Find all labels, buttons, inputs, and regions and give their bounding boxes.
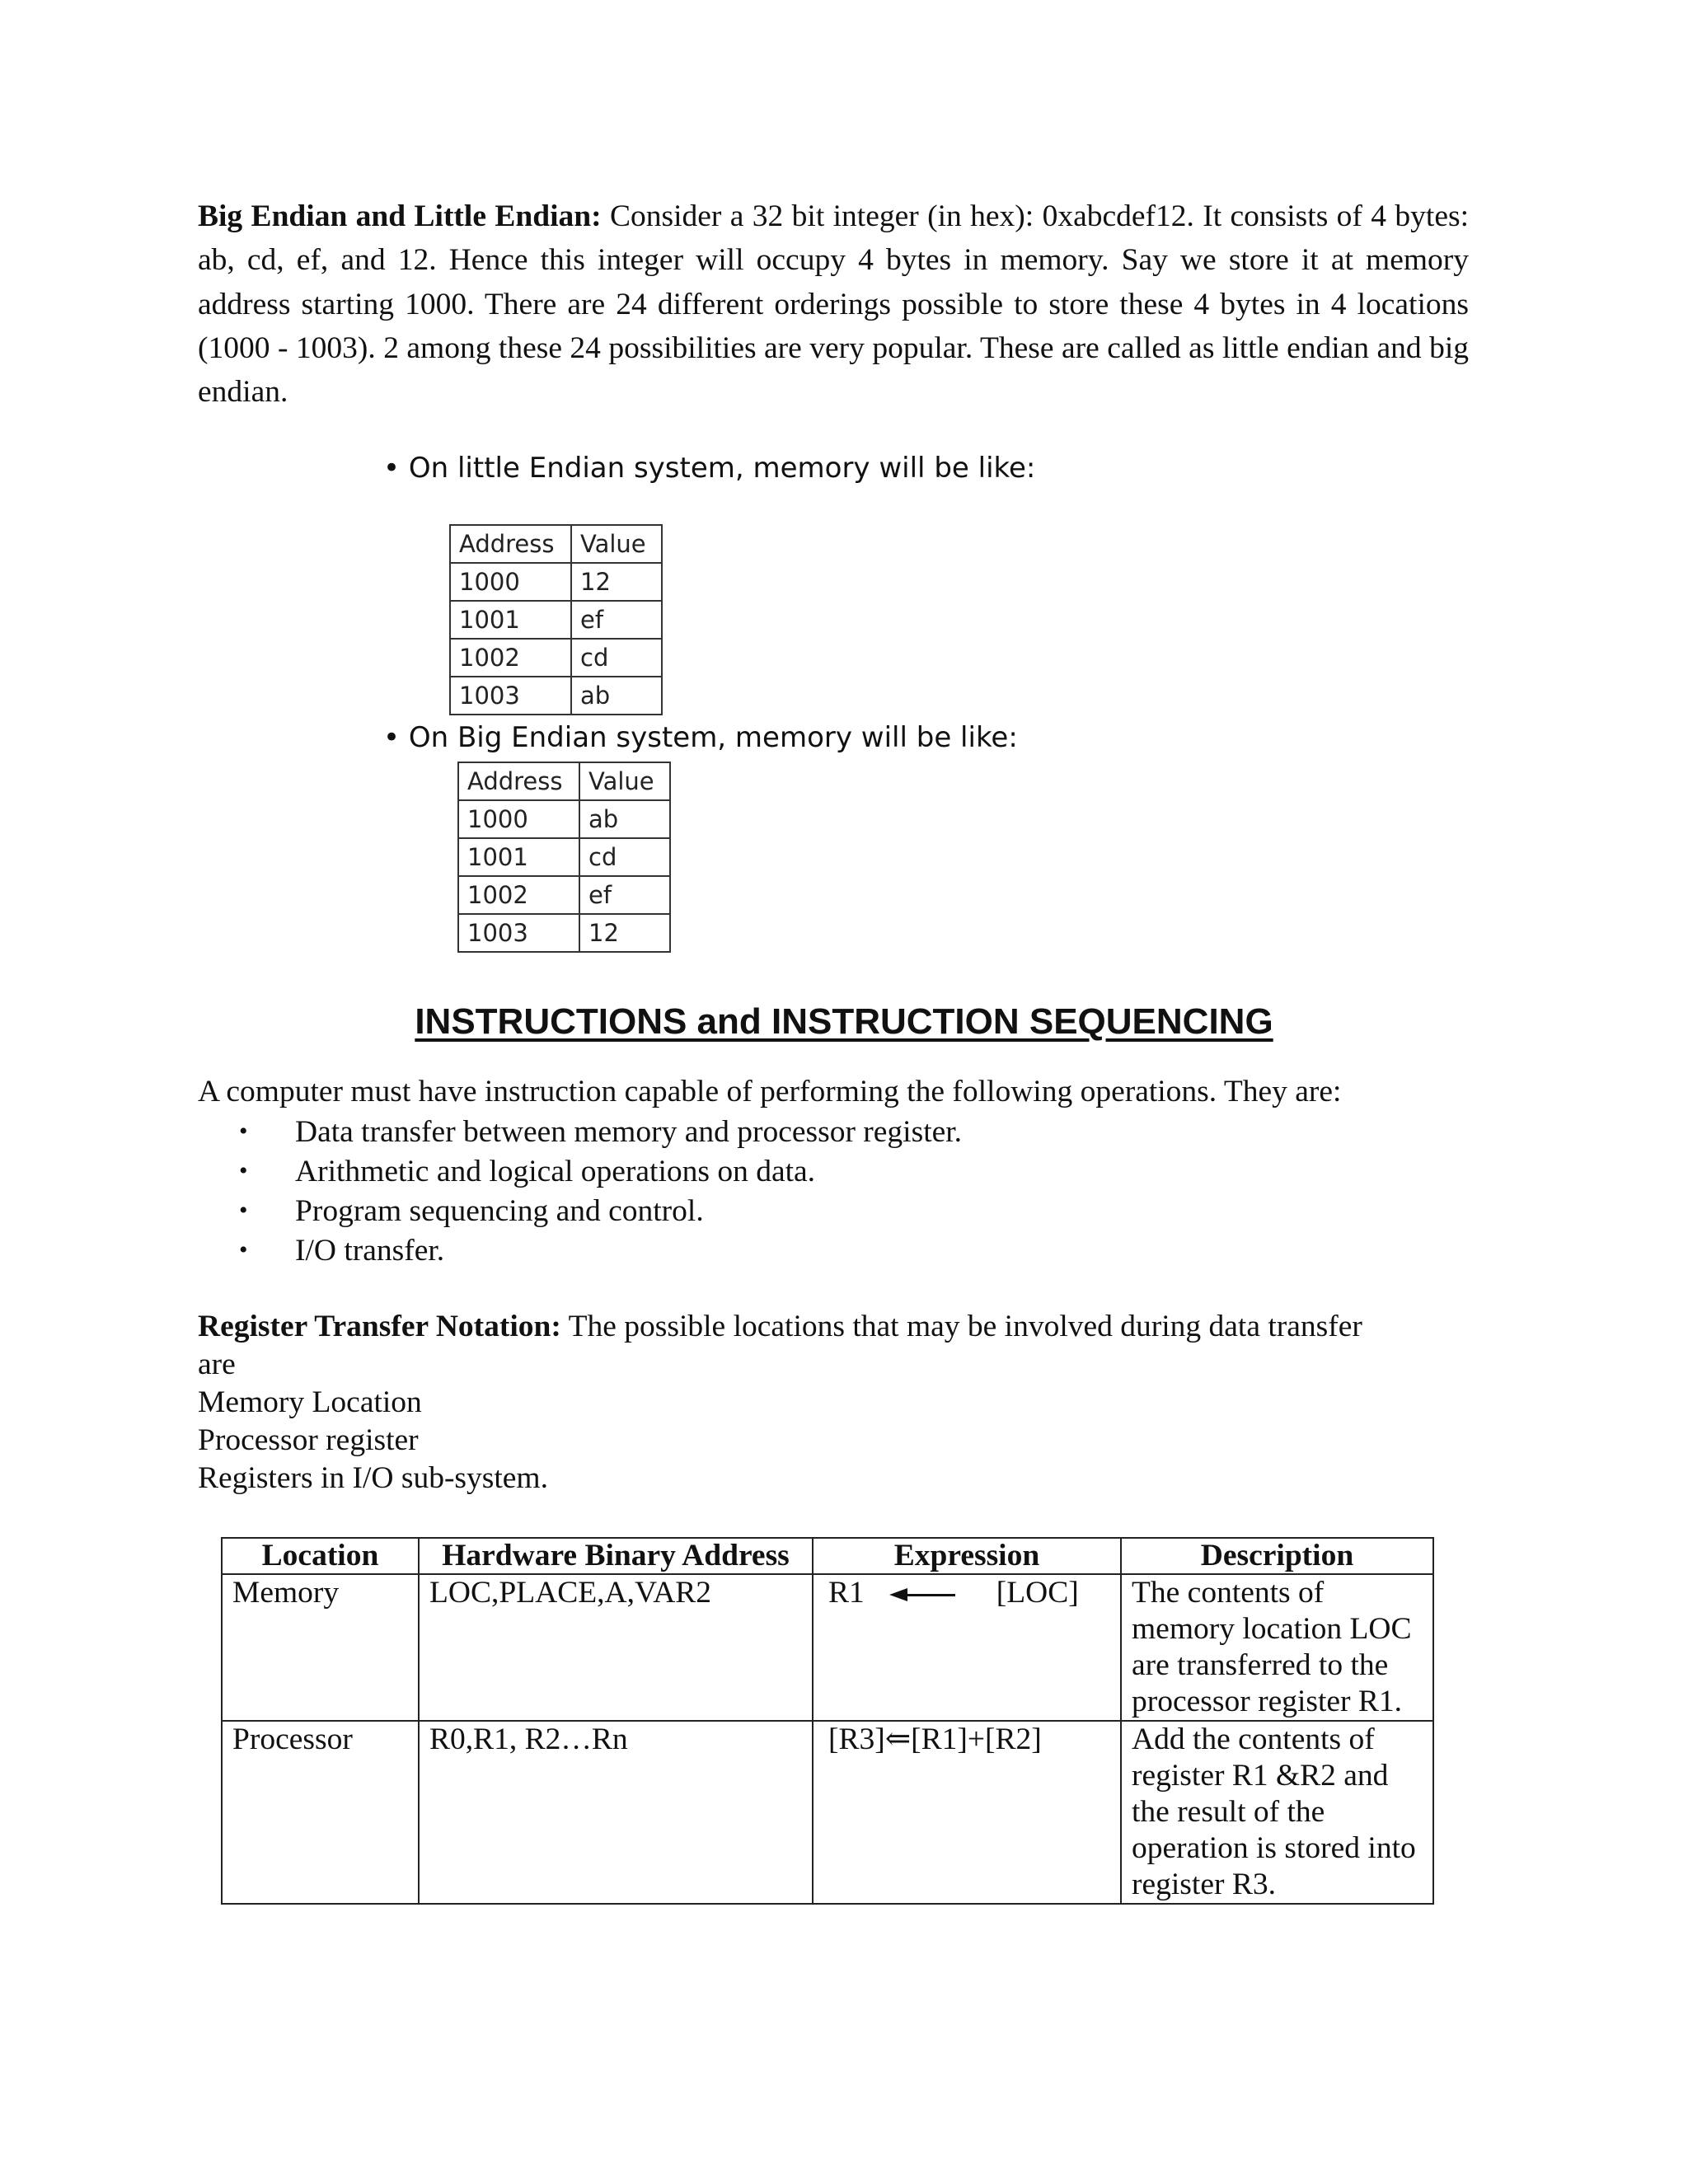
rtn-text: The possible locations that may be involved during data transfer [560, 1310, 1362, 1343]
column-header-location: Location [222, 1538, 419, 1574]
table-header-row [222, 1538, 1433, 1574]
rtn-bold-label: Register Transfer Notation: [198, 1310, 561, 1343]
little-endian-caption: • On little Endian system, memory will be like: [383, 452, 1036, 485]
table-row [458, 800, 670, 838]
expression-cell: [R3]⇐[R1]+[R2] [813, 1721, 1121, 1904]
location-item: Registers in I/O sub-system. [198, 1461, 548, 1495]
description-line: register R3. [1132, 1868, 1276, 1901]
table-cell: 1003 [458, 914, 579, 952]
operations-intro: A computer must have instruction capable of performing the following operations. They are: [198, 1075, 1342, 1108]
table-row [450, 525, 662, 563]
table-cell: 12 [579, 914, 670, 952]
table-row [222, 1574, 1433, 1721]
table-row [458, 914, 670, 952]
description-line: operation is stored into [1132, 1831, 1416, 1865]
table-header-cell: Value [579, 762, 670, 800]
rtn-text-continued: are [198, 1347, 236, 1381]
list-item [239, 1233, 444, 1268]
table-row [450, 677, 662, 715]
list-item-text: Arithmetic and logical operations on data. [295, 1155, 816, 1188]
description-line: The contents of [1132, 1576, 1325, 1610]
table-header-cell: Address [458, 762, 579, 800]
description-line: register R1 &R2 and [1132, 1759, 1389, 1793]
list-item [239, 1193, 704, 1229]
table-row [458, 876, 670, 914]
intro-text: Consider a 32 bit integer (in hex): 0xabcdef12. It consists of 4 bytes: ab, cd, ef, and 12. Hence this integer will occupy 4 bytes in memory. Say we store it at memory address starting 1000. There are 24 different orderings possible to store these 4 bytes in 4 locations (1000 - 1003). 2 among these 24 possibilities are very popular. These are called as little endian and big endian. [198, 199, 1469, 410]
table-cell: ab [571, 677, 662, 715]
description-cell [1121, 1721, 1433, 1904]
table-row [450, 563, 662, 601]
description-line: processor register R1. [1132, 1685, 1403, 1718]
table-cell: 1002 [458, 876, 579, 914]
bullet-icon: • [239, 1118, 248, 1145]
description-line: are transferred to the [1132, 1648, 1389, 1682]
section-heading: INSTRUCTIONS and INSTRUCTION SEQUENCING [415, 1001, 1273, 1042]
bullet-icon: • [239, 1236, 248, 1263]
table-cell: 1000 [458, 800, 579, 838]
rtn-paragraph [198, 1309, 1362, 1344]
table-cell: 1003 [450, 677, 571, 715]
table-row [450, 601, 662, 639]
table-header-cell: Address [450, 525, 571, 563]
register-transfer-table [221, 1537, 1434, 1905]
intro-bold-label: Big Endian and Little Endian: [198, 199, 602, 233]
table-cell: 1000 [450, 563, 571, 601]
column-header-address: Hardware Binary Address [419, 1538, 813, 1574]
table-cell: 1001 [450, 601, 571, 639]
list-item-text: Program sequencing and control. [295, 1194, 704, 1228]
intro-paragraph [198, 194, 1469, 414]
column-header-description: Description [1121, 1538, 1433, 1574]
address-cell: LOC,PLACE,A,VAR2 [419, 1574, 813, 1721]
column-header-expression: Expression [813, 1538, 1121, 1574]
description-line: the result of the [1132, 1795, 1325, 1829]
table-cell: ef [571, 601, 662, 639]
description-line: Add the contents of [1132, 1722, 1375, 1756]
expression-cell [813, 1574, 1121, 1721]
expression-left: R1 [828, 1576, 865, 1610]
list-item-text: I/O transfer. [295, 1234, 445, 1268]
left-arrow-icon [889, 1586, 955, 1603]
table-row [458, 838, 670, 876]
address-cell: R0,R1, R2…Rn [419, 1721, 813, 1904]
big-endian-table [457, 762, 671, 953]
expression-right: [LOC] [996, 1576, 1079, 1610]
location-item: Processor register [198, 1423, 419, 1457]
table-cell: cd [571, 639, 662, 677]
list-item [239, 1114, 962, 1150]
bullet-icon: • [239, 1197, 248, 1224]
bullet-icon: • [239, 1157, 248, 1184]
table-cell: ab [579, 800, 670, 838]
table-cell: 1002 [450, 639, 571, 677]
table-cell: 1001 [458, 838, 579, 876]
little-endian-table [449, 524, 663, 715]
description-line: memory location LOC [1132, 1612, 1412, 1646]
table-header-cell: Value [571, 525, 662, 563]
location-item: Memory Location [198, 1385, 422, 1419]
table-cell: ef [579, 876, 670, 914]
location-cell: Processor [222, 1721, 419, 1904]
list-item-text: Data transfer between memory and processor register. [295, 1115, 963, 1149]
table-row [450, 639, 662, 677]
table-cell: cd [579, 838, 670, 876]
table-row [458, 762, 670, 800]
list-item [239, 1154, 815, 1189]
table-row [222, 1721, 1433, 1904]
description-cell [1121, 1574, 1433, 1721]
big-endian-caption: • On Big Endian system, memory will be like: [383, 721, 1018, 754]
table-cell: 12 [571, 563, 662, 601]
location-cell: Memory [222, 1574, 419, 1721]
